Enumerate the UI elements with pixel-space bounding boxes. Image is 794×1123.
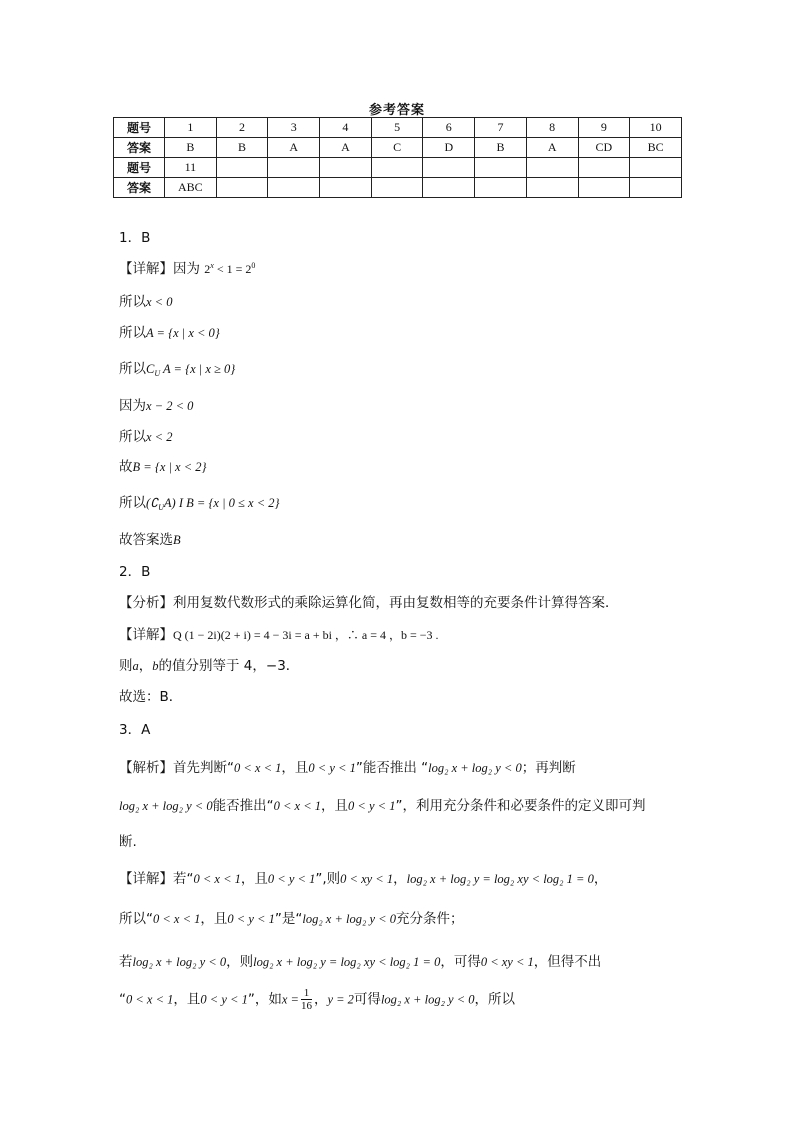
q3-analysis-1 <box>119 760 576 776</box>
table-cell <box>526 158 578 178</box>
table-cell <box>423 158 475 178</box>
detail-tag: 【详解】 <box>119 627 173 643</box>
table-cell: ABC <box>165 178 217 198</box>
text: 故 <box>119 459 133 475</box>
table-cell <box>371 178 423 198</box>
row-label: 题号 <box>114 158 165 178</box>
math: x − 2 < 0 <box>146 399 194 413</box>
table-cell <box>630 178 682 198</box>
table-cell <box>423 178 475 198</box>
math: x < 0 <box>146 295 173 309</box>
text: ，且 <box>321 798 349 814</box>
q1-line-7 <box>119 459 207 475</box>
text: ；再判断 <box>521 760 576 776</box>
text: 的值分别等于 4，−3． <box>158 658 300 674</box>
text: ，且 <box>200 911 228 927</box>
fraction-denominator: 16 <box>300 1000 312 1013</box>
q1-line-9 <box>119 532 181 548</box>
text: 可得 <box>353 991 381 1008</box>
table-row <box>114 158 682 178</box>
math: log₂ x + log₂ y = log₂ xy < log₂ 1 = 0 <box>406 872 594 886</box>
q3-detail-2 <box>119 911 463 927</box>
q3-detail-4 <box>119 987 515 1012</box>
analysis-tag: 【解析】 <box>119 760 173 776</box>
text: ，且 <box>173 991 201 1008</box>
table-cell <box>320 178 372 198</box>
math: A = {x | x < 0} <box>146 326 220 340</box>
math: 0 < y < 1 <box>348 799 396 813</box>
analysis-tag: 【分析】 <box>119 595 173 611</box>
q1-line-1 <box>119 261 255 277</box>
math: A) I B = {x | 0 ≤ x < 2} <box>163 496 280 510</box>
table-cell <box>268 178 320 198</box>
text: “ <box>119 991 126 1008</box>
math: log₂ x + log₂ y < 0 <box>380 992 475 1007</box>
math: 0 < x < 1 <box>153 912 201 926</box>
q2-analysis <box>119 595 619 611</box>
q1-line-3 <box>119 325 220 341</box>
q1-line-5 <box>119 398 193 414</box>
math: Q (1 − 2i)(2 + i) = 4 − 3i = a + bi ，∴ a = 4 ，b = −3 . <box>173 628 439 642</box>
math: 0 < xy < 1 <box>340 872 394 886</box>
table-row <box>114 178 682 198</box>
table-cell: 11 <box>165 158 217 178</box>
table-cell <box>578 178 630 198</box>
fraction <box>301 987 312 1012</box>
math: a <box>132 659 139 673</box>
math-sub: U <box>158 503 164 512</box>
text: ， <box>313 991 328 1008</box>
row-label: 题号 <box>114 118 165 138</box>
detail-tag: 【详解】 <box>119 871 173 887</box>
q3-heading: 3．A <box>119 722 151 738</box>
math: 0 < x < 1 <box>273 799 322 813</box>
text: 因为 <box>173 261 200 277</box>
math-part: < 1 = 2 <box>213 262 252 276</box>
table-cell <box>630 158 682 178</box>
math: 0 < x < 1 <box>234 761 282 775</box>
table-cell <box>216 158 268 178</box>
table-row <box>114 118 682 138</box>
math-sup: x <box>210 261 214 270</box>
q3-analysis-3: 断. <box>119 834 137 850</box>
text: ”,则 <box>315 871 341 887</box>
text: 首先判断“ <box>173 760 234 776</box>
q2-line-3 <box>119 658 299 674</box>
text: 利用复数代数形式的乘除运算化简，再由复数相等的充要条件计算得答案． <box>173 595 619 611</box>
text: 故答案选 <box>119 532 173 548</box>
text: 所以 <box>119 429 146 445</box>
answer-table <box>113 117 682 198</box>
table-cell: CD <box>578 138 630 158</box>
text: ，且 <box>240 871 268 887</box>
text: ”能否推出 “ <box>355 760 429 776</box>
math: C <box>146 362 155 376</box>
math: 0 < y < 1 <box>308 761 356 775</box>
text: 若 <box>119 954 133 970</box>
math: 0 < x < 1 <box>193 872 241 886</box>
q1-line-4 <box>119 361 235 379</box>
math: B = {x | x < 2} <box>132 460 207 474</box>
table-cell <box>578 158 630 178</box>
text: 所以 <box>119 294 146 310</box>
text: ，所以 <box>474 991 516 1008</box>
q2-line-4: 故选：B． <box>119 689 183 705</box>
table-cell <box>526 178 578 198</box>
q1-line-8 <box>119 495 280 513</box>
math: b <box>152 659 159 673</box>
q1-line-2 <box>119 294 172 310</box>
table-row <box>114 138 682 158</box>
table-cell: 10 <box>630 118 682 138</box>
table-cell <box>371 158 423 178</box>
text: ”，如 <box>247 991 282 1008</box>
text: 能否推出“ <box>212 798 274 814</box>
q1-line-6 <box>119 429 172 445</box>
text: 因为 <box>119 398 146 414</box>
math: log₂ x + log₂ y < 0 <box>302 912 396 926</box>
math: 0 < x < 1 <box>126 992 174 1007</box>
answer-table-title: 参考答案 <box>368 103 425 118</box>
text: ， <box>593 871 608 887</box>
text: ， <box>393 871 407 887</box>
q3-detail-3 <box>119 954 601 970</box>
fraction-numerator: 1 <box>301 987 312 1000</box>
math: B <box>173 533 181 547</box>
table-cell <box>475 158 527 178</box>
math <box>204 262 255 276</box>
math-sup: 0 <box>251 261 256 270</box>
math: log₂ x + log₂ y < 0 <box>132 955 227 969</box>
math: 0 < y < 1 <box>267 872 316 886</box>
math: (∁ <box>146 496 159 510</box>
table-cell: B <box>216 138 268 158</box>
text: 若“ <box>173 871 194 887</box>
table-cell <box>320 158 372 178</box>
math: log₂ x + log₂ y < 0 <box>119 799 213 813</box>
table-cell <box>216 178 268 198</box>
table-cell: 3 <box>268 118 320 138</box>
math: log₂ x + log₂ y < 0 <box>428 761 522 775</box>
math: 0 < y < 1 <box>200 992 248 1007</box>
math: log₂ x + log₂ y = log₂ xy < log₂ 1 = 0 <box>253 955 441 969</box>
table-cell: BC <box>630 138 682 158</box>
table-cell: C <box>371 138 423 158</box>
math: 0 < y < 1 <box>227 912 275 926</box>
table-cell <box>268 158 320 178</box>
table-cell: B <box>165 138 217 158</box>
math: A = {x | x ≥ 0} <box>160 362 236 376</box>
text: ，且 <box>281 760 309 776</box>
text: ，可得 <box>440 954 481 970</box>
text: ”是“ <box>274 911 303 927</box>
table-cell: 9 <box>578 118 630 138</box>
table-cell: 2 <box>216 118 268 138</box>
text: 则 <box>119 658 133 674</box>
text: 充分条件； <box>395 911 464 927</box>
table-cell: 1 <box>165 118 217 138</box>
table-cell <box>475 178 527 198</box>
text: ”，利用充分条件和必要条件的定义即可判 <box>395 798 646 814</box>
table-cell: 4 <box>320 118 372 138</box>
table-cell: A <box>526 138 578 158</box>
math-part: 2 <box>204 262 211 276</box>
q3-detail-1 <box>119 871 607 887</box>
text: ，但得不出 <box>533 954 602 970</box>
table-cell: 6 <box>423 118 475 138</box>
math: 0 < xy < 1 <box>480 955 534 969</box>
row-label: 答案 <box>114 178 165 198</box>
math: x = <box>281 992 299 1007</box>
q2-heading: 2．B <box>119 564 151 580</box>
table-cell: A <box>320 138 372 158</box>
text: ，则 <box>226 954 254 970</box>
table-cell: D <box>423 138 475 158</box>
text: 所以 <box>119 325 146 341</box>
text: 所以“ <box>119 911 153 927</box>
text: ， <box>138 658 153 674</box>
table-cell: 5 <box>371 118 423 138</box>
text: 所以 <box>119 361 146 377</box>
q1-heading: 1．B <box>119 230 151 246</box>
math: x < 2 <box>146 430 173 444</box>
q3-analysis-2 <box>119 798 645 814</box>
table-cell: 8 <box>526 118 578 138</box>
row-label: 答案 <box>114 138 165 158</box>
math: y = 2 <box>327 992 354 1007</box>
table-cell: A <box>268 138 320 158</box>
table-cell: 7 <box>475 118 527 138</box>
table-cell: B <box>475 138 527 158</box>
q2-detail <box>119 627 439 643</box>
math-sub: U <box>154 369 161 378</box>
detail-tag: 【详解】 <box>119 261 173 277</box>
text: 所以 <box>119 495 146 511</box>
